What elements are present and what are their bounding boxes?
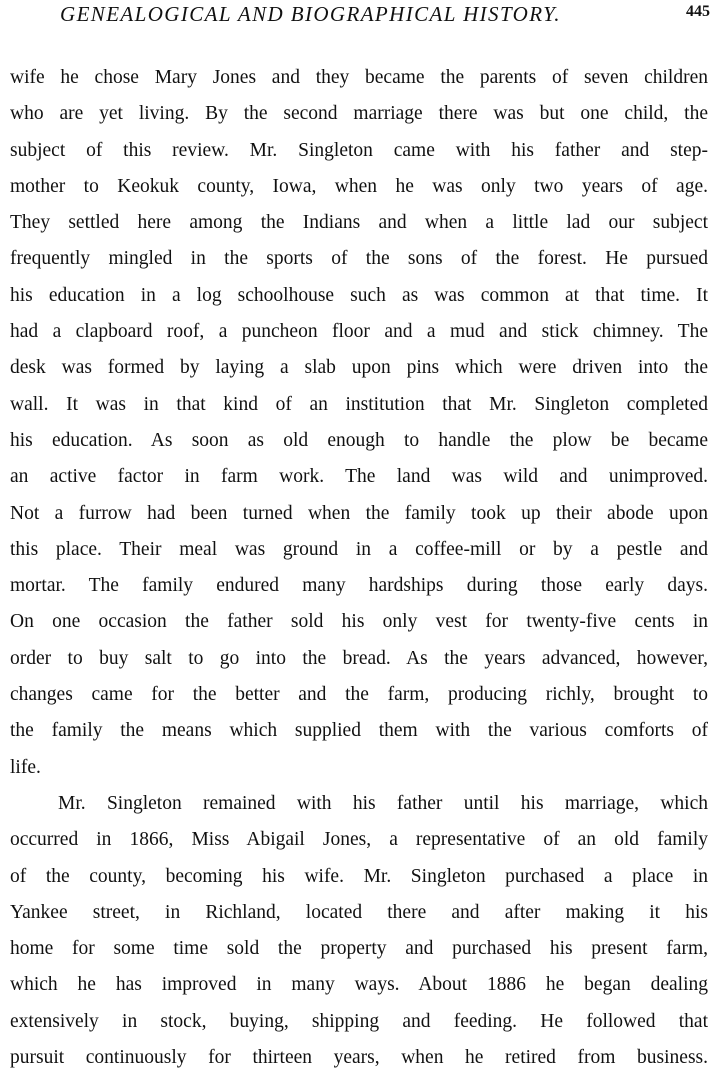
text-line: mortar. The family endured many hardships during those early days. — [10, 575, 708, 597]
page-number: 445 — [686, 3, 710, 20]
text-line: which he has improved in many ways. About 1886 he began dealing — [10, 974, 708, 996]
text-line: They settled here among the Indians and when a little lad our subject — [10, 212, 708, 234]
body-text — [10, 60, 708, 1076]
text-line: wall. It was in that kind of an institution that Mr. Singleton completed — [10, 393, 708, 415]
text-line: extensively in stock, buying, shipping and feeding. He followed that — [10, 1010, 708, 1032]
text-line: On one occasion the father sold his only vest for twenty-five cents in — [10, 611, 708, 633]
running-title: GENEALOGICAL AND BIOGRAPHICAL HISTORY. — [60, 2, 561, 26]
text-line: Not a furrow had been turned when the family took up their abode upon — [10, 502, 708, 524]
text-line: this place. Their meal was ground in a coffee-mill or by a pestle and — [10, 538, 708, 560]
text-line: pursuit continuously for thirteen years, when he retired from business. — [10, 1047, 708, 1069]
text-line: occurred in 1866, Miss Abigail Jones, a representative of an old family — [10, 829, 708, 851]
text-line: an active factor in farm work. The land was wild and unimproved. — [10, 466, 708, 488]
text-line: frequently mingled in the sports of the sons of the forest. He pursued — [10, 248, 708, 270]
text-line: his education in a log schoolhouse such as was common at that time. It — [10, 284, 708, 306]
text-line: who are yet living. By the second marriage there was but one child, the — [10, 103, 708, 125]
text-line: changes came for the better and the farm, producing richly, brought to — [10, 684, 708, 706]
text-line: mother to Keokuk county, Iowa, when he was only two years of age. — [10, 175, 708, 197]
running-head — [60, 2, 710, 28]
text-line: home for some time sold the property and purchased his present farm, — [10, 938, 708, 960]
text-line: Yankee street, in Richland, located there and after making it his — [10, 901, 708, 923]
paragraph-1 — [10, 60, 708, 786]
text-line: the family the means which supplied them with the various comforts of — [10, 720, 708, 742]
text-line: of the county, becoming his wife. Mr. Singleton purchased a place in — [10, 865, 708, 887]
paragraph-2 — [10, 786, 708, 1076]
text-line: his education. As soon as old enough to handle the plow be became — [10, 429, 708, 451]
text-line: desk was formed by laying a slab upon pins which were driven into the — [10, 357, 708, 379]
text-line: subject of this review. Mr. Singleton came with his father and step- — [10, 139, 708, 161]
text-line: Mr. Singleton remained with his father until his marriage, which — [58, 792, 708, 814]
text-line: life. — [10, 756, 41, 778]
text-line: wife he chose Mary Jones and they became the parents of seven children — [10, 67, 708, 88]
text-line: had a clapboard roof, a puncheon floor and a mud and stick chimney. The — [10, 321, 708, 343]
text-line: order to buy salt to go into the bread. As the years advanced, however, — [10, 647, 708, 669]
